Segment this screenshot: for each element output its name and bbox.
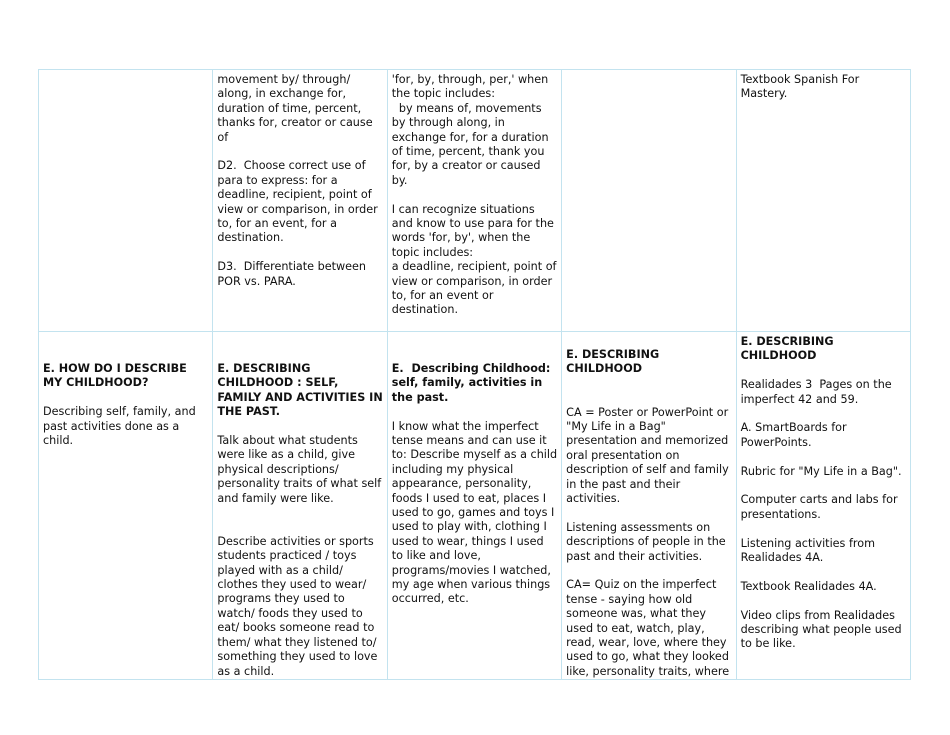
paragraph: Talk about what students were like as a child, give physical descriptions/ personality traits of what self and family were like. <box>217 434 385 505</box>
cell-resources-top <box>736 70 910 332</box>
section-heading: E. HOW DO I DESCRIBE MY CHILDHOOD? <box>43 362 191 390</box>
cell-assessment-e <box>562 332 736 680</box>
paragraph: Describe activities or sports students practiced / toys played with as a child/ clothes they used to wear/ programs they used to watch/ foods they used to eat/ books someone read to them/ what they listened to/ something they used to love as a child. <box>217 534 381 678</box>
paragraph: A. SmartBoards for PowerPoints. <box>740 421 851 449</box>
table-row-continuation <box>39 70 911 332</box>
paragraph: I can recognize situations and know to use para for the words 'for, by', when the topic includes: a deadline, recipient, point of view or comparison, in order to, for an event or destination. <box>391 202 557 317</box>
cell-unit-top <box>39 70 213 332</box>
paragraph: CA = Poster or PowerPoint or "My Life in a Bag" presentation and memorized oral presentation on description of self and family in the past and their activities. <box>566 405 733 506</box>
curriculum-table <box>38 69 911 680</box>
cell-resources-e <box>736 332 910 680</box>
paragraph: Video clips from Realidades describing what people used to be like. <box>740 608 906 651</box>
paragraph: Textbook Spanish For Mastery. <box>740 73 863 101</box>
section-heading: E. DESCRIBING CHILDHOOD <box>740 335 838 363</box>
paragraph: Computer carts and labs for presentations. <box>740 493 902 521</box>
section-heading: E. Describing Childhood: self, family, activities in the past. <box>391 362 555 404</box>
paragraph: I know what the imperfect tense means and can use it to: Describe myself as a child including my physical appearance, personality, foods I used to eat, places I used to go, games and toys I used to play with, clothing I used to wear, things I used to like and love, programs/movies I watched, my age when various things occurred, etc. <box>391 419 561 606</box>
cell-standards-e <box>213 332 387 680</box>
paragraph: Listening assessments on descriptions of people in the past and their activities. <box>566 520 730 563</box>
table-row-section-e <box>39 332 911 680</box>
paragraph: Describing self, family, and past activities done as a child. <box>43 405 200 448</box>
paragraph: Realidades 3 Pages on the imperfect 42 and 59. <box>740 378 896 406</box>
paragraph: Rubric for "My Life in a Bag". <box>740 464 902 478</box>
cell-unit-e <box>39 332 213 680</box>
cell-standards-top <box>213 70 387 332</box>
paragraph: D2. Choose correct use of para to express: for a deadline, recipient, point of view or comparison, in order to, for an event, for a destination. <box>217 159 382 245</box>
cell-objectives-e <box>387 332 561 680</box>
paragraph: CA= Quiz on the imperfect tense - saying how old someone was, what they used to eat, watch, play, read, wear, love, where they used to go, what they looked like, personality traits, where <box>566 578 733 678</box>
section-heading: E. DESCRIBING CHILDHOOD <box>566 348 664 376</box>
cell-assessment-top <box>562 70 736 332</box>
paragraph: D3. Differentiate between POR vs. PARA. <box>217 260 370 288</box>
cell-objectives-top <box>387 70 561 332</box>
section-heading: E. DESCRIBING CHILDHOOD : SELF, FAMILY AND ACTIVITIES IN THE PAST. <box>217 362 387 419</box>
paragraph: Listening activities from Realidades 4A. <box>740 536 879 565</box>
paragraph: Textbook Realidades 4A. <box>740 579 877 593</box>
paragraph: 'for, by, through, per,' when the topic includes: by means of, movements by through along, in exchange for, for a duration of time, percent, thank you for, by a creator or caused by. <box>391 73 549 187</box>
paragraph: movement by/ through/ along, in exchange for, duration of time, percent, thanks for, creator or cause of <box>217 73 377 144</box>
document-page <box>38 69 911 678</box>
